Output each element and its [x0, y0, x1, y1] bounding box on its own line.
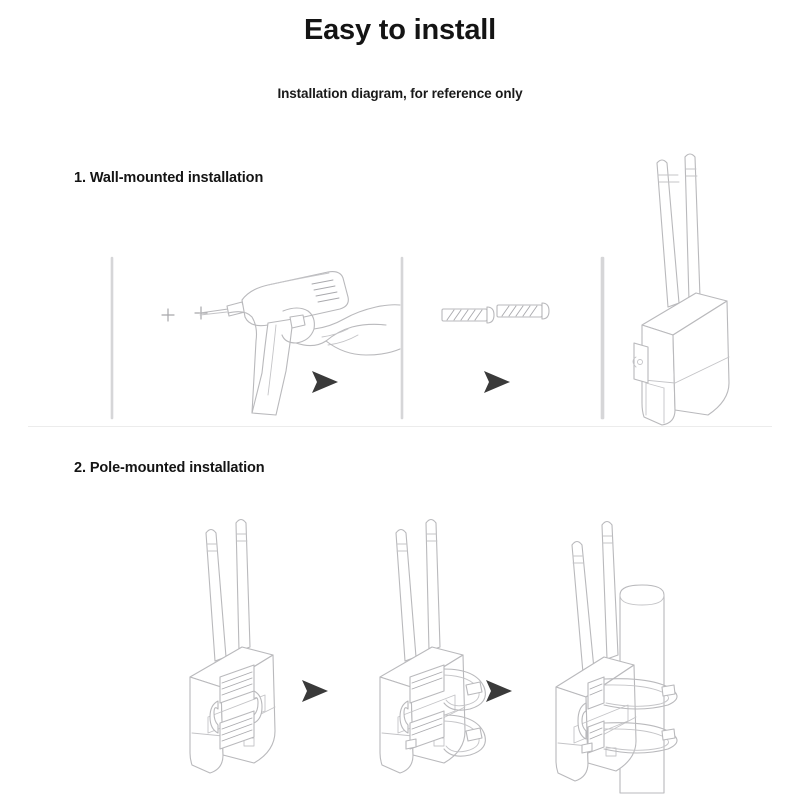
drill-handle — [252, 319, 293, 415]
antenna — [657, 160, 679, 307]
clamp-screw-housing — [406, 739, 416, 749]
antenna — [396, 530, 416, 662]
page-subtitle: Installation diagram, for reference only — [277, 86, 523, 101]
screw-head — [542, 303, 549, 319]
pole-arrow-2 — [480, 676, 520, 706]
step-arrow-icon — [484, 371, 510, 393]
section-heading-wall-mounted: 1. Wall-mounted installation — [74, 170, 264, 186]
clamp-screw-housing — [662, 685, 675, 696]
antenna — [206, 530, 226, 662]
screw-anchor — [497, 303, 549, 319]
antenna — [602, 522, 618, 660]
page-title: Easy to install — [303, 14, 496, 46]
side-port — [633, 343, 648, 383]
drill-trigger — [290, 315, 305, 328]
screw-anchor — [442, 307, 494, 323]
antenna — [426, 520, 440, 652]
section-heading-pole-mounted: 2. Pole-mounted installation — [74, 460, 265, 476]
clamp-screw-housing — [466, 728, 482, 741]
antenna — [685, 154, 700, 301]
pole-step-3-attached-to-pole — [542, 505, 702, 795]
access-point-device — [642, 293, 729, 425]
section-divider — [28, 426, 772, 427]
step-arrow-icon — [302, 680, 328, 702]
access-point-device — [556, 657, 636, 781]
pole-step-2-clamps-open — [358, 505, 508, 790]
wall-step-2-insert-anchors — [392, 245, 612, 425]
access-point-device — [380, 647, 465, 773]
hand-front-edge — [228, 312, 257, 413]
clamp-screw-housing — [662, 729, 675, 740]
antenna — [236, 520, 250, 652]
wall-step-3-mounted-device — [596, 125, 796, 425]
step-arrow-icon — [312, 371, 338, 393]
pole-step-1-clamps-closed — [168, 505, 308, 790]
screw-head — [487, 307, 494, 323]
pole-arrow-1 — [296, 676, 336, 706]
crosshair-mark — [162, 309, 174, 321]
clamp-screw-housing — [582, 743, 592, 753]
antenna — [572, 542, 594, 674]
wall-step-1-drill-holes — [100, 245, 400, 425]
step-arrow-icon — [486, 680, 512, 702]
